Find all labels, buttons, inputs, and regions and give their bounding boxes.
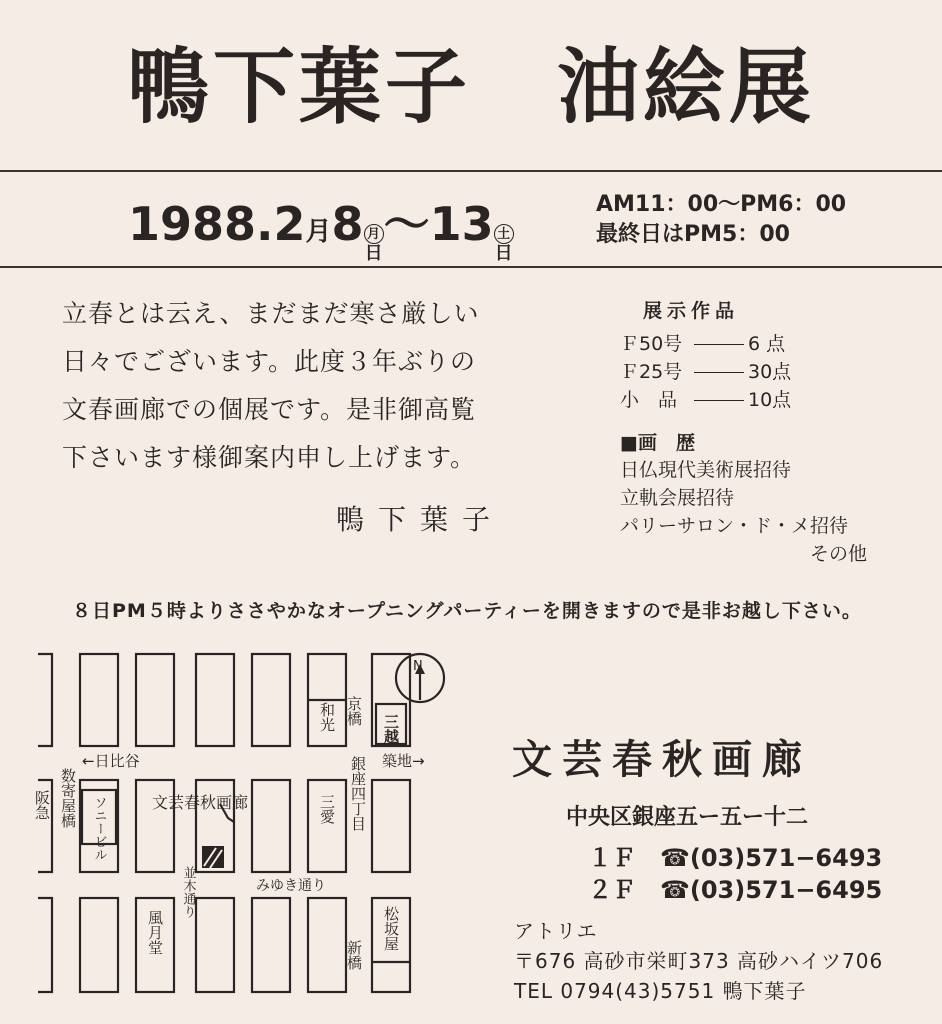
gallery-phone-numbers — [588, 842, 882, 906]
history-heading: ■画 歴 — [620, 432, 695, 454]
map-tsukiji: 築地→ — [382, 752, 425, 770]
map-block — [252, 654, 290, 746]
works-item — [620, 386, 791, 414]
end-weekday-day: 日 — [494, 243, 513, 264]
map-block — [372, 780, 410, 872]
party-notice: ８日PM５時よりささやかなオープニングパーティーを開きますので是非お越し下さい。 — [72, 600, 862, 622]
map-wako: 和光 — [318, 702, 336, 732]
map-block — [196, 898, 234, 992]
works-heading: 展示作品 — [643, 300, 740, 322]
top-rule — [0, 170, 942, 172]
map-ginza4: 銀座四丁目 — [349, 756, 367, 831]
works-item-label: Ｆ50号 — [620, 333, 683, 355]
map-sony: ソニービル — [91, 796, 107, 861]
hours-last-day: 最終日はPM5：00 — [596, 222, 790, 247]
history-list — [620, 456, 867, 568]
works-list — [620, 330, 791, 414]
map-gallery: 文芸春秋画廊 — [152, 793, 249, 812]
map-block — [38, 654, 52, 746]
end-weekday-circle: 土 — [494, 224, 514, 244]
works-item-count: 10点 — [748, 389, 792, 411]
date-end-day: 13 — [429, 197, 494, 251]
map-miyuki: みゆき通り — [256, 878, 326, 894]
bottom-rule — [0, 266, 942, 268]
date-month-unit: 月 — [305, 217, 332, 247]
greeting-line: 文春画廊での個展です。是非御高覧 — [62, 395, 477, 424]
gallery-tel-1f: １Ｆ ☎(03)571−6493 — [588, 844, 883, 872]
gallery-name: 文芸春秋画廊 — [512, 737, 812, 783]
works-item-label: 小 品 — [620, 389, 678, 411]
history-item: その他 — [810, 543, 868, 565]
map-mitsukoshi: 三越 — [382, 714, 400, 744]
atelier-tel: TEL 0794(43)5751 鴨下葉子 — [514, 979, 807, 1003]
greeting-line: 日々でございます。此度３年ぶりの — [62, 347, 477, 376]
opening-hours — [596, 190, 846, 250]
map-fugetsudo: 風月堂 — [146, 910, 164, 955]
dash-line — [694, 344, 744, 345]
map-sanai: 三愛 — [318, 794, 336, 824]
atelier-address: 〒676 高砂市栄町373 高砂ハイツ706 — [514, 949, 884, 973]
date-start-day: 8 — [331, 197, 364, 251]
dash-line — [694, 372, 744, 373]
map-block — [80, 654, 118, 746]
map-hibiya: ←日比谷 — [82, 752, 140, 770]
greeting-text — [62, 290, 480, 482]
map-block — [38, 898, 52, 992]
map-block — [308, 898, 346, 992]
start-weekday-day: 日 — [364, 243, 383, 264]
works-item-count: 30点 — [748, 361, 792, 383]
access-map — [20, 640, 460, 1004]
date-month: 2 — [273, 197, 306, 251]
atelier-label: アトリエ — [514, 919, 598, 943]
map-block — [252, 898, 290, 992]
greeting-line: 下さいます様御案内申し上げます。 — [62, 443, 477, 472]
works-item — [620, 358, 791, 386]
exhibition-title: 鴨下葉子 油絵展 — [126, 40, 815, 135]
map-matsuzakaya: 松坂屋 — [382, 906, 400, 951]
end-weekday — [494, 224, 514, 264]
map-kyobashi: 京橋 — [345, 696, 363, 726]
signature: 鴨下葉子 — [336, 503, 505, 536]
date-year: 1988. — [128, 197, 274, 251]
start-weekday — [364, 224, 384, 264]
date-tilde: 〜 — [383, 197, 430, 251]
map-namiki: 並木通り — [180, 866, 196, 918]
map-shinbashi: 新橋 — [345, 940, 363, 970]
gallery-tel-2f: ２Ｆ ☎(03)571−6495 — [588, 876, 883, 904]
north-label: N — [413, 659, 423, 674]
hours-regular: AM11：00〜PM6：00 — [596, 192, 847, 217]
history-item: パリーサロン・ド・メ招待 — [620, 515, 849, 537]
start-weekday-circle: 月 — [364, 224, 384, 244]
gallery-address: 中央区銀座五ー五ー十二 — [566, 805, 809, 830]
map-hankyu: 阪急 — [33, 790, 51, 820]
atelier-info — [514, 916, 883, 1006]
history-item: 日仏現代美術展招待 — [620, 459, 792, 481]
map-block — [136, 654, 174, 746]
exhibition-dates — [128, 188, 514, 264]
map-block — [252, 780, 290, 872]
works-item — [620, 330, 791, 358]
works-item-count: 6 点 — [748, 333, 786, 355]
map-sukiyabashi: 数寄屋橋 — [59, 768, 77, 828]
greeting-line: 立春とは云え、まだまだ寒さ厳しい — [62, 299, 480, 328]
works-item-label: Ｆ25号 — [620, 361, 683, 383]
history-item: 立軌会展招待 — [620, 487, 735, 509]
map-block — [80, 898, 118, 992]
dash-line — [694, 400, 744, 401]
map-block — [196, 654, 234, 746]
